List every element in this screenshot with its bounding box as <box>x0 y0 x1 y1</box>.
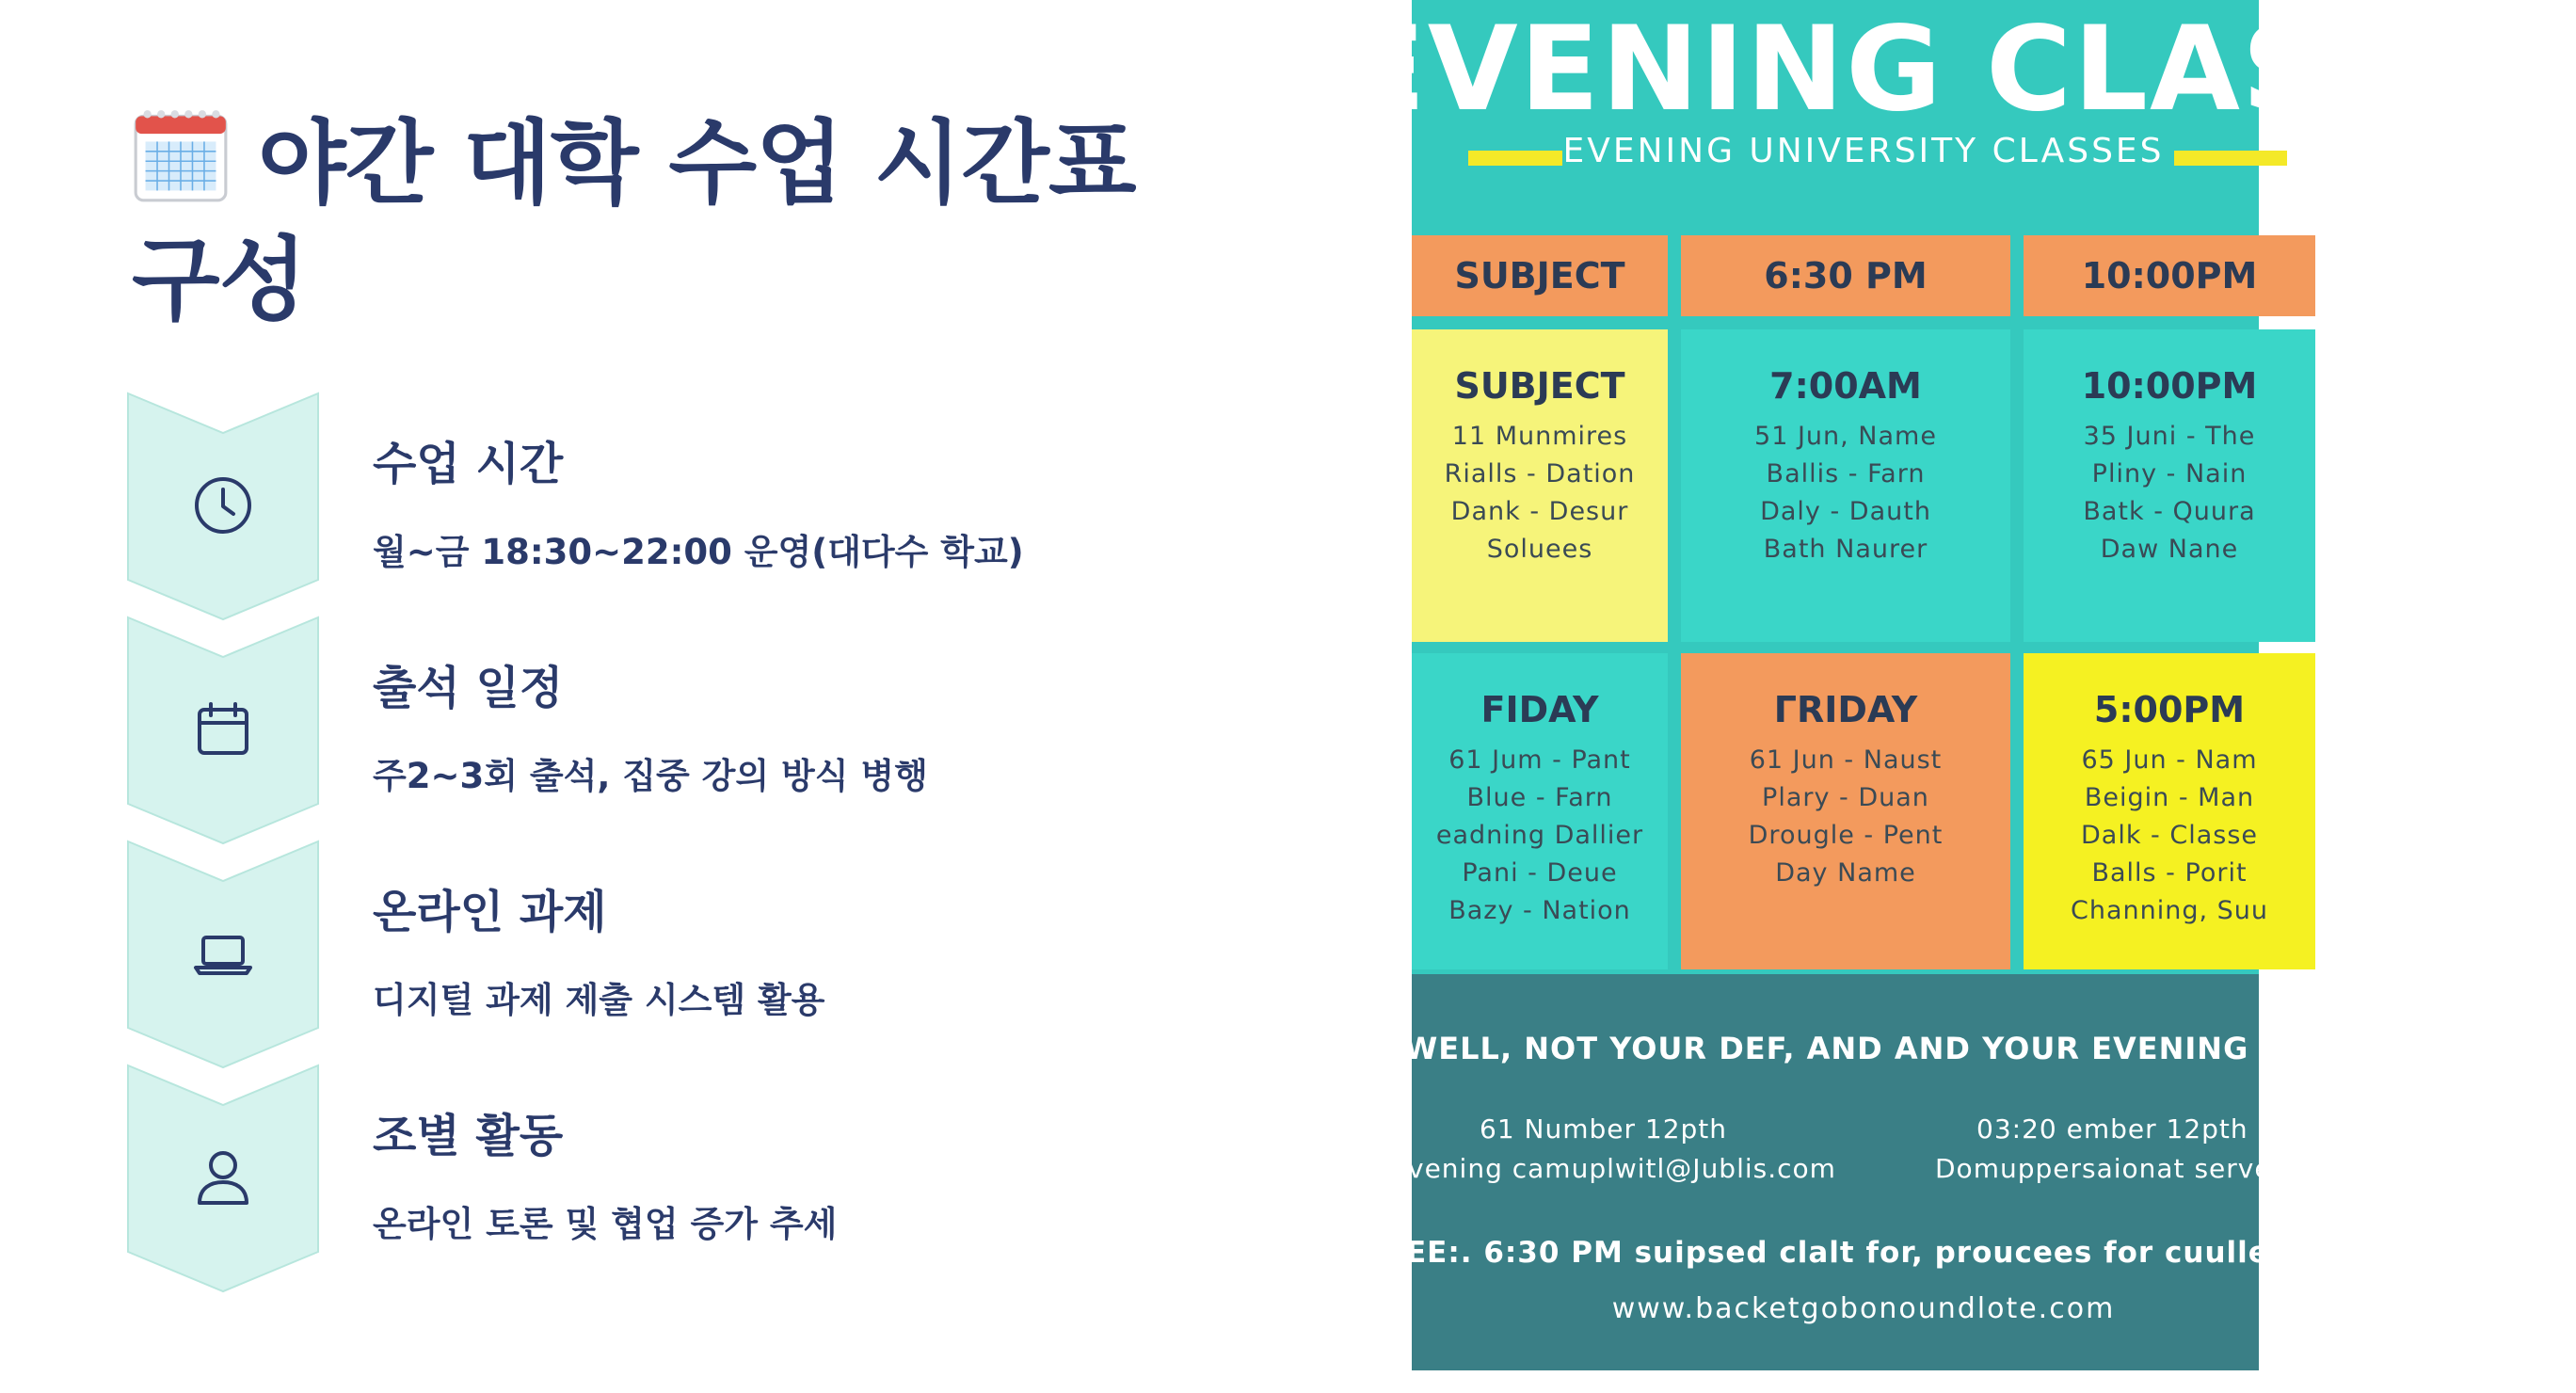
footer-address: 03:20 ember 12pth <box>1976 1113 2248 1145</box>
calendar-emoji-icon <box>132 106 230 204</box>
cell-line: 11 Munmires <box>1451 422 1628 451</box>
schedule-cell <box>1681 329 2010 642</box>
step-description: 월~금 18:30~22:00 운영(대다수 학교) <box>373 532 1024 572</box>
schedule-header-cell: 6:30 PM <box>1681 235 2010 316</box>
poster-footer <box>1404 974 2439 1370</box>
step-title: 수업 시간 <box>373 438 564 490</box>
step-title: 온라인 과제 <box>373 886 607 938</box>
cell-line: Soluees <box>1486 535 1593 564</box>
cell-line: Pani - Deue <box>1462 858 1618 888</box>
cell-title: ΓRIDAY <box>1773 689 1918 730</box>
evening-classes-poster <box>1346 0 2576 1370</box>
schedule-header-cell: SUBJECT <box>1412 235 1668 316</box>
cell-line: 65 Jun - Nam <box>2081 745 2258 775</box>
footer-note: EE:. 6:30 PM suipsed clalt for, proucees for cuulle custer <box>1406 1236 2390 1270</box>
poster-heading: EVENING CLASSES <box>1346 2 2576 137</box>
cell-line: Bath Naurer <box>1763 535 1928 564</box>
user-icon <box>190 1145 256 1210</box>
schedule-cell <box>1412 329 1668 642</box>
step-item <box>128 617 1069 843</box>
schedule-cell <box>1681 653 2010 969</box>
schedule-cell <box>2024 653 2315 969</box>
schedule-cell <box>2024 329 2315 642</box>
schedule-cell <box>1412 653 1668 969</box>
step-item <box>128 841 1069 1067</box>
cell-line: Beigin - Man <box>2084 783 2255 812</box>
cell-line: Bazy - Nation <box>1448 896 1631 925</box>
cell-line: Dalk - Classe <box>2080 821 2259 850</box>
cell-line: Batk - Quura <box>2083 497 2256 526</box>
cell-line: Day Name <box>1775 858 1916 888</box>
cell-title: FIDAY <box>1480 689 1599 730</box>
footer-url: www.backetgobonoundlote.com <box>1611 1292 2116 1325</box>
cell-title: 5:00PM <box>2093 689 2246 730</box>
cell-line: 61 Jum - Pant <box>1448 745 1631 775</box>
cell-line: Balls - Porit <box>2091 858 2248 888</box>
cell-line: Ballis - Farn <box>1766 459 1926 488</box>
schedule-header-cell: 10:00PM <box>2024 235 2315 316</box>
cell-line: Pliny - Nain <box>2091 459 2248 488</box>
cell-title: 7:00AM <box>1769 365 1922 407</box>
poster-subheading: EVENING UNIVERSITY CLASSES <box>1562 132 2165 170</box>
step-description: 주2~3회 출석, 집중 강의 방식 병행 <box>373 756 928 796</box>
step-description: 디지털 과제 제출 시스템 활용 <box>373 980 825 1020</box>
cell-line: 35 Juni - The <box>2083 422 2256 451</box>
cell-title: SUBJECT <box>1454 365 1625 407</box>
cell-line: Drougle - Pent <box>1748 821 1944 850</box>
cell-line: Rialls - Dation <box>1444 459 1636 488</box>
cell-line: 51 Jun, Name <box>1754 422 1937 451</box>
cell-line: Dank - Desur <box>1450 497 1629 526</box>
step-item <box>128 1065 1069 1291</box>
step-description: 온라인 토론 및 협업 증가 추세 <box>373 1204 838 1244</box>
footer-email: vening camuplwitl@Jublis.com <box>1408 1153 1836 1184</box>
footer-tagline: WELL, NOT YOUR DEF, AND AND YOUR EVENING SUDJENTS <box>1404 1031 2439 1066</box>
cell-line: 61 Jun - Naust <box>1749 745 1943 775</box>
step-item <box>128 393 1069 619</box>
cell-line: eadning Dallier <box>1435 821 1644 850</box>
laptop-icon <box>190 921 256 986</box>
cell-line: Channing, Suu <box>2070 896 2268 925</box>
cell-title: 10:00PM <box>2081 365 2258 407</box>
step-title: 조별 활동 <box>373 1110 564 1162</box>
cell-line: Daly - Dauth <box>1760 497 1931 526</box>
page-title <box>132 105 1242 339</box>
page-title-text: 야간 대학 수업 시간표 구성 <box>132 110 1136 333</box>
step-title: 출석 일정 <box>373 662 564 714</box>
cell-line: Blue - Farn <box>1466 783 1613 812</box>
clock-icon <box>190 472 256 538</box>
calendar-icon <box>190 696 256 762</box>
footer-address: 61 Number 12pth <box>1480 1113 1728 1145</box>
cell-line: Plary - Duan <box>1762 783 1929 812</box>
cell-line: Daw Nane <box>2100 535 2239 564</box>
footer-org: Domuppersaionat serve <box>1935 1153 2272 1184</box>
